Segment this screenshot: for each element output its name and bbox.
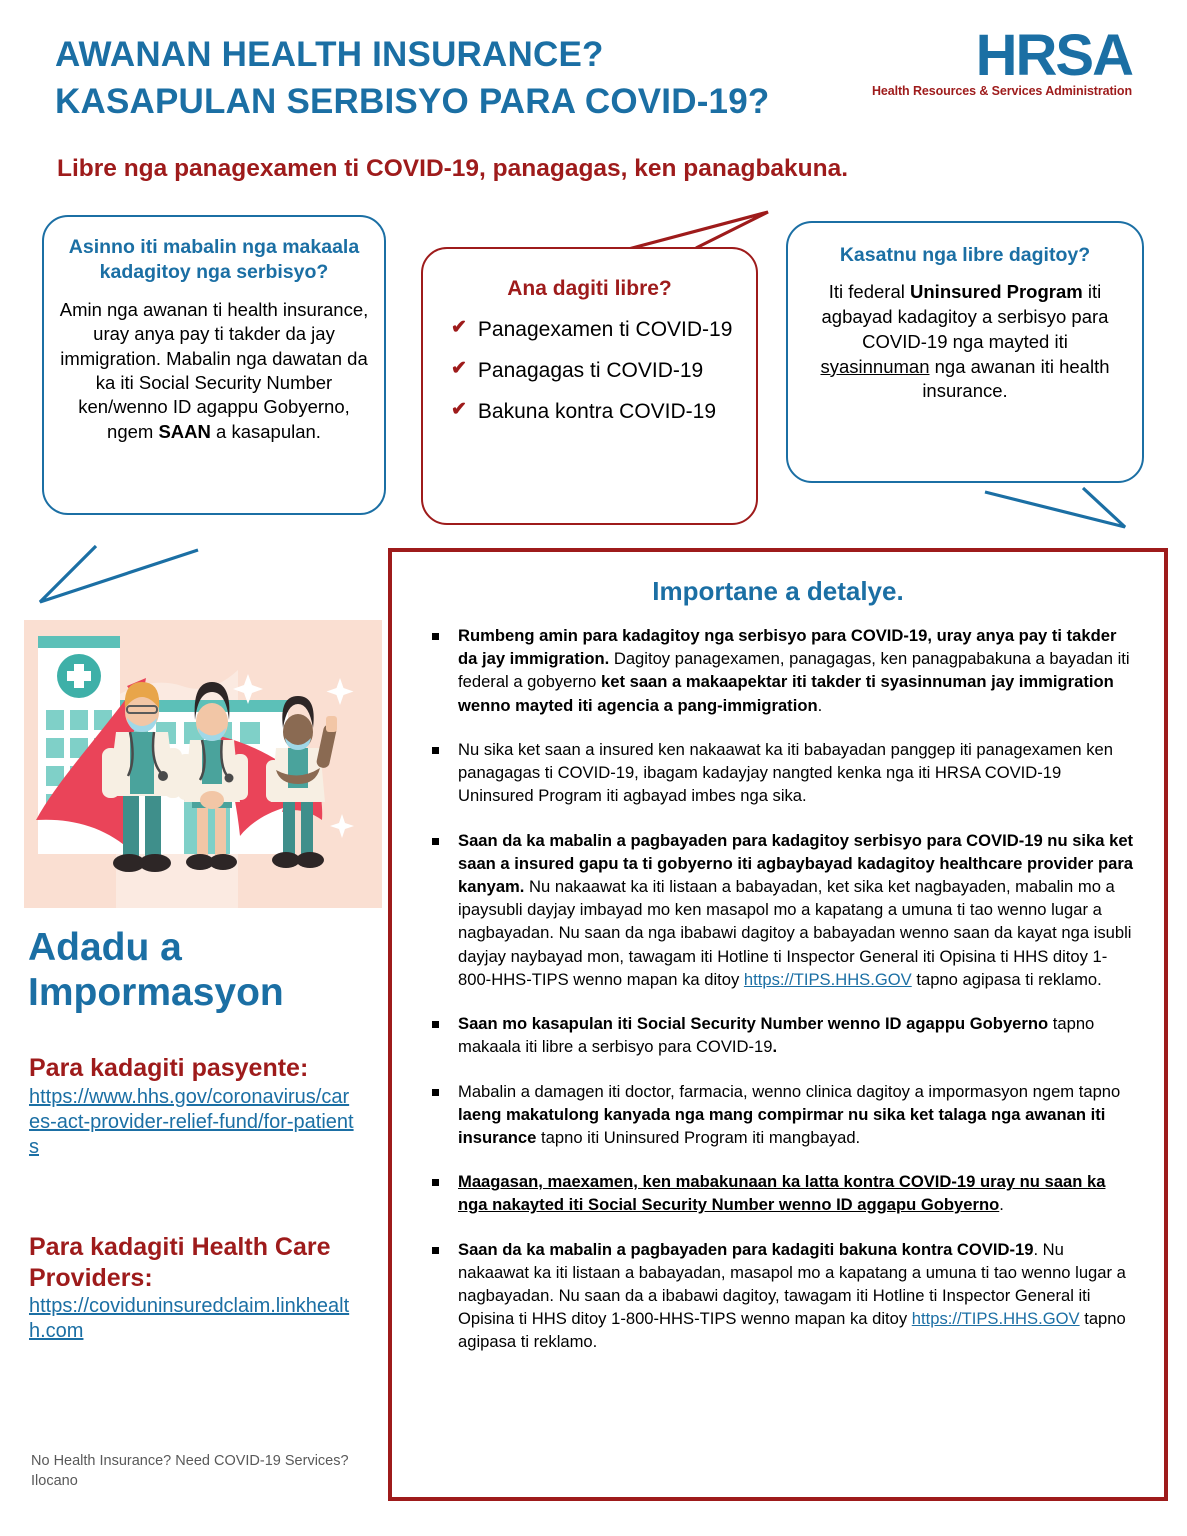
important-details-title: Importane a detalye.	[652, 576, 904, 606]
page-subtitle: Libre nga panagexamen ti COVID-19, panagagas, ken panagbakuna.	[57, 155, 849, 182]
healthcare-heroes-illustration	[24, 620, 382, 908]
for-patients-section	[29, 1053, 359, 1160]
hrsa-logo-mark: HRSA	[975, 23, 1132, 88]
bubble-left-body-part-1: Amin nga awanan ti health insurance, uray anya pay ti takder da jay immigration. Mabalin nga dawatan da ka iti Social Security Number ken/wenno ID agappu Gobyerno, ngem	[59, 298, 369, 442]
tips-hhs-gov-link[interactable]: https://TIPS.HHS.GOV	[743, 969, 912, 989]
bubble-left-body-part-2: a kasapulan.	[210, 420, 321, 442]
bubble-right-body-part-3: nga awanan iti health insurance.	[922, 355, 1110, 402]
for-providers-section	[29, 1232, 359, 1344]
for-providers-link[interactable]: https://coviduninsuredclaim.linkhealth.com	[29, 1295, 350, 1342]
bold-text: ket saan a makaapektar iti takder ti syasinnuman jay immigration wenno mayted iti agencia a pang-immigration	[458, 672, 1114, 715]
detail-bullet-text	[458, 1080, 1138, 1150]
detail-bullet-item	[418, 1080, 1138, 1150]
more-information-title: Adadu a Impormasyon	[28, 926, 284, 1015]
detail-bullet-item	[418, 624, 1138, 717]
bold-text: Saan da ka mabalin a pagbayaden para kadagitoy serbisyo para COVID-19 nu sika ket saan a insured gapu ta ti gobyerno iti agbaybayad kadagitoy healthcare provider para kanyam.	[458, 830, 1134, 896]
list-item	[451, 357, 736, 385]
free-service-label: Bakuna kontra COVID-19	[477, 400, 717, 424]
bold-underlined-text: Maagasan, maexamen, ken mabakunaan ka latta kontra COVID-19 uray nu saan ka nga nakayted iti Social Security Number wenno ID aggapu Gobyerno	[458, 1172, 1106, 1215]
bubble-left-heading: Asinno iti mabalin nga makaala kadagitoy nga serbisyo?	[68, 236, 360, 284]
body-text: Nu sika ket saan a insured ken nakaawat ka iti babayadan panggep iti panagexamen ken panagagas ti COVID-19, ibagam kadayjay nangted kenka nga iti HRSA COVID-19 Uninsured Program iti agbayad imbes nga sika.	[458, 739, 1113, 806]
page-title	[55, 32, 769, 125]
bubble-right-body-emphasis: Uninsured Program	[910, 281, 1083, 303]
for-patients-link[interactable]: https://www.hhs.gov/coronavirus/cares-act-provider-relief-fund/for-patients	[29, 1085, 354, 1158]
detail-bullet-text	[458, 829, 1138, 992]
footer-note-line-2: Ilocano	[31, 1472, 78, 1489]
bubble-right-heading: Kasatnu nga libre dagitoy?	[839, 244, 1091, 266]
footer-note	[31, 1452, 371, 1491]
check-mark-icon: ✔	[451, 317, 467, 339]
for-providers-heading: Para kadagiti Health Care Providers:	[29, 1233, 331, 1292]
body-text: tapno agipasa ti reklamo.	[911, 969, 1102, 989]
important-details-list	[418, 624, 1138, 1354]
body-text: .	[999, 1195, 1004, 1215]
detail-bullet-text	[458, 738, 1138, 808]
bubble-how-is-it-free	[786, 221, 1144, 483]
detail-bullet-text	[458, 1170, 1138, 1216]
detail-bullet-item	[418, 738, 1138, 808]
detail-bullet-text	[458, 624, 1138, 717]
bubble-right-body-part-2: iti agbayad kadagitoy a serbisyo para COVID-19 nga mayted iti	[821, 281, 1109, 352]
detail-bullet-text	[458, 1012, 1138, 1058]
square-bullet-icon	[432, 1247, 439, 1254]
body-text: tapno makaala iti libre a serbisyo para COVID-19	[458, 1014, 1095, 1057]
square-bullet-icon	[432, 747, 439, 754]
check-mark-icon: ✔	[451, 358, 467, 380]
detail-bullet-item	[418, 1012, 1138, 1058]
bold-text: Saan da ka mabalin a pagbayaden para kadagiti bakuna kontra COVID-19	[458, 1239, 1034, 1259]
free-service-label: Panagagas ti COVID-19	[477, 359, 704, 383]
healthcare-heroes-artwork	[24, 620, 382, 908]
square-bullet-icon	[432, 633, 439, 640]
bubble-right-body-underline: syasinnuman	[820, 355, 930, 377]
bubble-what-is-free	[421, 247, 758, 525]
page-title-line-1: AWANAN HEALTH INSURANCE?	[55, 35, 604, 74]
bold-text: laeng makatulong kanyada nga mang compirmar nu sika ket talaga nga awanan iti insurance	[458, 1104, 1106, 1147]
free-services-list	[443, 316, 736, 426]
hrsa-logo	[871, 23, 1132, 99]
detail-bullet-item	[418, 829, 1138, 992]
important-details-box	[388, 548, 1168, 1501]
bubble-who-is-eligible	[42, 215, 386, 515]
detail-bullet-text	[458, 1238, 1138, 1354]
body-text: .	[817, 695, 823, 715]
body-text: tapno agipasa ti reklamo.	[458, 1309, 1126, 1352]
detail-bullet-item	[418, 1170, 1138, 1216]
body-text: Nu nakaawat ka iti listaan a babayadan, ket sika ket nagbayaden, mabalin mo a ipaysubli dayjay imbayad mo ken masapol mo a kapatang a umuna ti tao wenno lugar a nagbayadan. Nu saan da nga ibabawi dagitoy a babayadan wenno saan da kayat nga isubli dayjay naybayad mon, tawagam iti Hotline ti Inspector General iti Opisina ti HHS ditoy 1-800-HHS-TIPS wenno mapan ka ditoy	[458, 876, 1132, 989]
square-bullet-icon	[432, 1089, 439, 1096]
bubble-left-body	[58, 298, 370, 444]
bold-text: .	[772, 1037, 778, 1057]
for-patients-heading: Para kadagiti pasyente:	[29, 1054, 309, 1082]
body-text: Mabalin a damagen iti doctor, farmacia, wenno clinica dagitoy a impormasyon ngem tapno	[458, 1081, 1121, 1101]
bubble-middle-heading: Ana dagiti libre?	[507, 277, 672, 300]
square-bullet-icon	[432, 838, 439, 845]
detail-bullet-item	[418, 1238, 1138, 1354]
list-item	[451, 316, 736, 344]
page-title-line-2: KASAPULAN SERBISYO PARA COVID-19?	[55, 81, 770, 121]
body-text: tapno iti Uninsured Program iti mangbayad.	[536, 1127, 861, 1147]
square-bullet-icon	[432, 1179, 439, 1186]
body-text: Dagitoy panagexamen, panagagas, ken panagpabakuna a bayadan iti federal a gobyerno	[458, 649, 1130, 692]
hrsa-logo-subtitle: Health Resources & Services Administration	[871, 84, 1132, 99]
bold-text: Saan mo kasapulan iti Social Security Number wenno ID agappu Gobyerno	[458, 1014, 1049, 1034]
list-item	[451, 398, 736, 426]
tips-hhs-gov-link[interactable]: https://TIPS.HHS.GOV	[911, 1309, 1080, 1329]
bubble-right-body	[808, 280, 1122, 404]
page-header	[0, 0, 1187, 145]
footer-note-line-1: No Health Insurance? Need COVID-19 Services?	[31, 1453, 349, 1469]
check-mark-icon: ✔	[451, 399, 467, 421]
square-bullet-icon	[432, 1021, 439, 1028]
bubble-right-body-part-1: Iti federal	[828, 281, 911, 303]
bold-text: Rumbeng amin para kadagitoy nga serbisyo para COVID-19, uray anya pay ti takder da jay immigration.	[458, 626, 1117, 669]
bubble-left-body-emphasis: SAAN	[158, 420, 211, 442]
free-service-label: Panagexamen ti COVID-19	[477, 318, 733, 342]
body-text: . Nu nakaawat ka iti listaan a babayadan, masapol mo a kapatang a umuna ti tao wenno lugar a nagbayadan. Nu saan da a ibabawi dagitoy, tawagam iti Hotline ti Inspector General iti Opisina ti HHS ditoy 1-800-HHS-TIPS wenno mapan ka ditoy	[458, 1239, 1126, 1329]
